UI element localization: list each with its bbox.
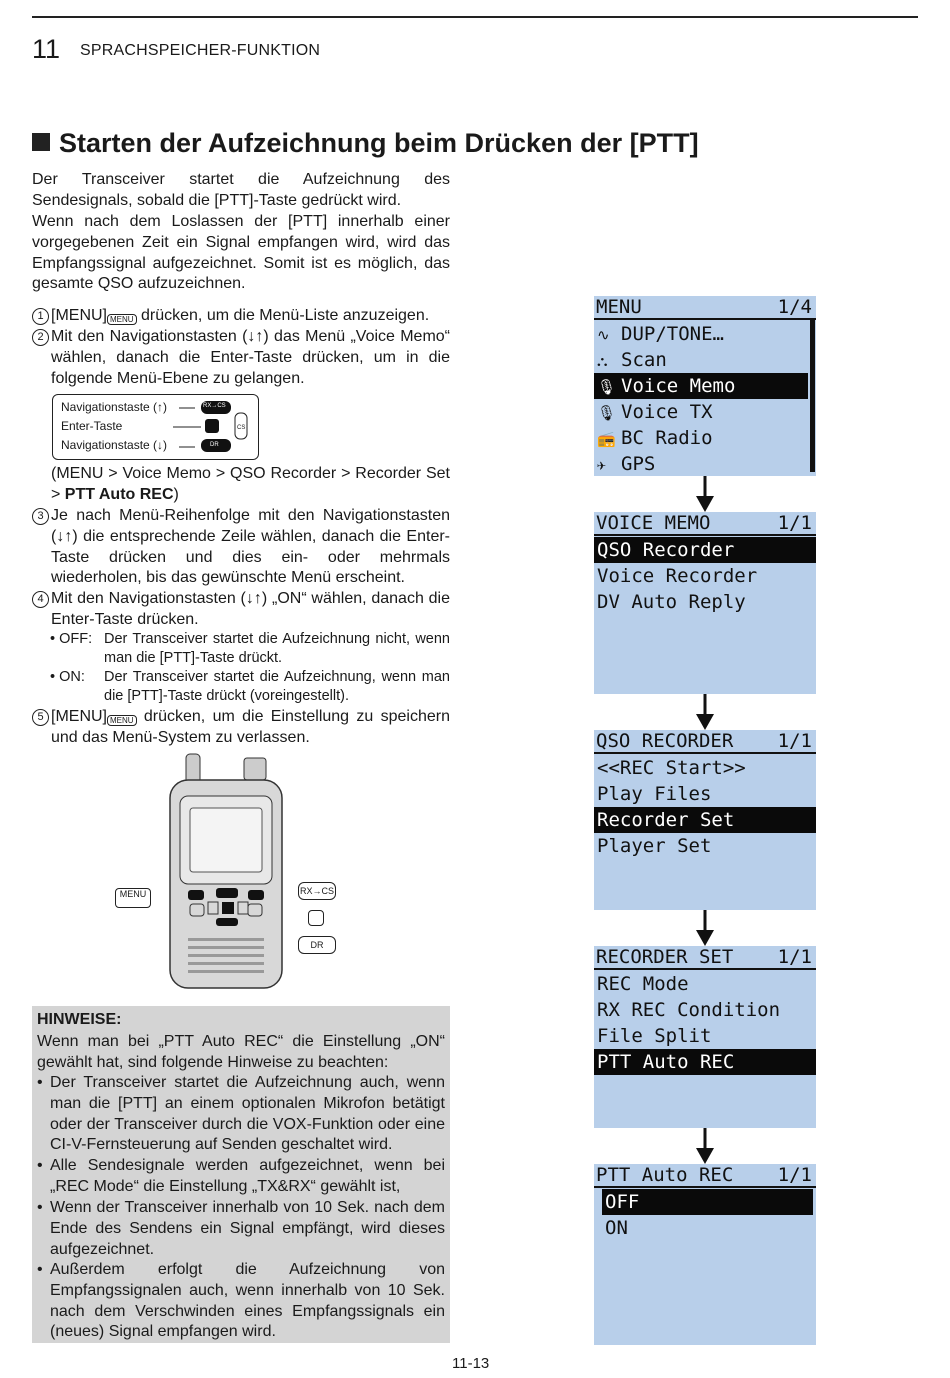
transceiver-illustration <box>160 752 290 992</box>
enter-label: Enter-Taste <box>61 419 123 433</box>
step-4: 4 Mit den Navigationstasten (↓↑) „ON“ wählen, danach die Enter-Taste drücken. <box>32 589 450 631</box>
menu-key-icon: MENU <box>107 314 137 325</box>
rx-cs-key-label: RX→CS <box>203 403 226 409</box>
intro-paragraph-2: Wenn nach dem Loslassen der [PTT] innerhalb einer vorgegebenen Zeit ein Signal empfangen wird, wird das Empfangssignal aufgezeichnet. Somit ist es möglich, das gesamte QSO aufzuzeichnen. <box>32 213 450 293</box>
lcd-screen-voice-memo <box>594 512 816 694</box>
step-number: 5 <box>32 709 49 726</box>
voice-tx-icon: 🎙 <box>597 404 617 422</box>
lcd-option-selected[interactable]: OFF <box>602 1189 813 1215</box>
notes-item: • Alle Sendesignale werden aufgezeichnet, wenn bei „REC Mode“ die Einstellung „TX&RX“ gewählt ist, <box>37 1157 445 1195</box>
lcd-menu-item[interactable]: ∿ DUP/TONE… <box>594 321 808 347</box>
step-number: 1 <box>32 308 49 325</box>
notes-item: • Der Transceiver startet die Aufzeichnung auch, wenn man die [PTT] an einem optionalen Mikrofon betätigt oder der Transceiver durch die VOX-Funktion oder eine CI-V-Fernsteuerung auf Senden geschaltet wird. <box>37 1074 445 1154</box>
nav-down-label: Navigationstaste (↓) <box>61 438 168 452</box>
navigation-keys-diagram <box>52 394 259 460</box>
lcd-screen-qso-recorder <box>594 730 816 910</box>
section-title: Starten der Aufzeichnung beim Drücken der [PTT] <box>32 128 699 159</box>
lcd-menu-item[interactable]: File Split <box>597 1025 712 1047</box>
lcd-header: PTT Auto REC 1/1 <box>594 1164 816 1188</box>
lcd-menu-item-selected[interactable]: 🎙 Voice Memo <box>594 373 808 399</box>
notes-intro: Wenn man bei „PTT Auto REC“ die Einstellung „ON“ gewählt hat, sind folgende Hinweise zu beachten: <box>37 1033 445 1071</box>
rx-cs-key-callout: RX→CS <box>298 882 336 900</box>
cs-key-label: CS <box>237 425 246 431</box>
notes-item: • Außerdem erfolgt die Aufzeichnung von Empfangssignalen auch, wenn innerhalb von 10 Sek. nach dem Verschwinden eines Empfangssignals ein (neues) Signal empfangen wird. <box>37 1261 445 1341</box>
step-number: 2 <box>32 329 49 346</box>
lcd-menu-item[interactable]: RX REC Condition <box>597 999 781 1021</box>
option-on: • ON: Der Transceiver startet die Aufzeichnung, wenn man die [PTT]-Taste drückt (voreingestellt). <box>50 669 450 704</box>
down-arrow-icon <box>694 910 716 946</box>
lcd-header: VOICE MEMO 1/1 <box>594 512 816 536</box>
lcd-menu-item[interactable]: <<REC Start>> <box>597 757 746 779</box>
menu-key-callout: MENU <box>115 888 151 908</box>
nav-up-label: Navigationstaste (↑) <box>61 400 168 414</box>
notes-title: HINWEISE: <box>37 1011 122 1028</box>
radio-icon: 📻 <box>597 430 616 448</box>
lcd-menu-item[interactable]: 🎙 Voice TX <box>594 399 808 425</box>
microphone-icon: 🎙 <box>597 378 617 396</box>
square-bullet-icon <box>32 133 50 151</box>
lcd-screen-menu <box>594 296 816 476</box>
option-off: • OFF: Der Transceiver startet die Aufzeichnung nicht, wenn man die [PTT]-Taste drückt. <box>50 631 450 666</box>
lcd-menu-item-selected[interactable]: PTT Auto REC <box>594 1049 816 1075</box>
satellite-icon: ✈ <box>597 456 607 474</box>
step-2: 2 Mit den Navigationstasten (↓↑) das Menü „Voice Memo“ wählen, danach die Enter-Taste drücken, um in die folgende Menü-Ebene zu gelangen. <box>32 327 450 389</box>
dr-key-callout: DR <box>298 936 336 954</box>
intro-paragraph-1: Der Transceiver startet die Aufzeichnung des Sendesignals, sobald die [PTT]-Taste gedrückt wird. <box>32 171 450 209</box>
lcd-menu-item-selected[interactable]: QSO Recorder <box>594 537 816 563</box>
lcd-screen-recorder-set <box>594 946 816 1128</box>
lcd-menu-item[interactable]: 📻 BC Radio <box>594 425 808 451</box>
lcd-header: MENU 1/4 <box>594 296 816 320</box>
menu-key-icon: MENU <box>107 715 137 726</box>
lcd-menu-item[interactable]: DV Auto Reply <box>597 591 746 613</box>
chapter-number: 11 <box>32 34 61 64</box>
lcd-menu-item[interactable]: Voice Recorder <box>597 565 758 587</box>
scan-icon: ⛬ <box>597 352 608 370</box>
notes-item: • Wenn der Transceiver innerhalb von 10 Sek. nach dem Ende des Sendens ein Signal empfängt, wird dieses aufgezeichnet. <box>37 1199 445 1258</box>
dr-key-label: DR <box>210 442 219 448</box>
header-rule <box>32 16 918 18</box>
lcd-option[interactable]: ON <box>605 1217 628 1239</box>
menu-path: (MENU > Voice Memo > QSO Recorder > Recorder Set > PTT Auto REC) <box>51 465 450 503</box>
down-arrow-icon <box>694 694 716 730</box>
center-key-callout <box>308 910 324 926</box>
step-1: 1 [MENU] MENU drücken, um die Menü-Liste anzuzeigen. <box>32 306 450 327</box>
lcd-screen-ptt-auto-rec <box>594 1164 816 1345</box>
step-number: 3 <box>32 508 49 525</box>
lcd-menu-item-selected[interactable]: Recorder Set <box>594 807 816 833</box>
lcd-header: RECORDER SET 1/1 <box>594 946 816 970</box>
step-number: 4 <box>32 591 49 608</box>
lcd-menu-item[interactable]: REC Mode <box>597 973 689 995</box>
notes-box <box>32 1006 450 1343</box>
lcd-scrollbar[interactable] <box>810 320 815 472</box>
chapter-title: SPRACHSPEICHER-FUNKTION <box>80 42 321 59</box>
lcd-menu-item[interactable]: ✈ GPS <box>594 451 808 475</box>
lcd-menu-item[interactable]: ⛬ Scan <box>594 347 808 373</box>
step-5: 5 [MENU] MENU drücken, um die Einstellung zu speichern und das Menü-System zu verlassen. <box>32 707 450 749</box>
lcd-menu-item[interactable]: Player Set <box>597 835 712 857</box>
lcd-header: QSO RECORDER 1/1 <box>594 730 816 754</box>
step-3: 3 Je nach Menü-Reihenfolge mit den Navigationstasten (↓↑) die entsprechende Zeile wählen, danach die Enter-Taste drücken und dies ein- oder mehrmals wiederholen, bis das gewünschte Menü erscheint. <box>32 506 450 589</box>
lcd-menu-item[interactable]: Play Files <box>597 783 712 805</box>
page-number: 11-13 <box>452 1355 490 1372</box>
dup-tone-icon: ∿ <box>597 326 610 344</box>
down-arrow-icon <box>694 1128 716 1164</box>
down-arrow-icon <box>694 476 716 512</box>
